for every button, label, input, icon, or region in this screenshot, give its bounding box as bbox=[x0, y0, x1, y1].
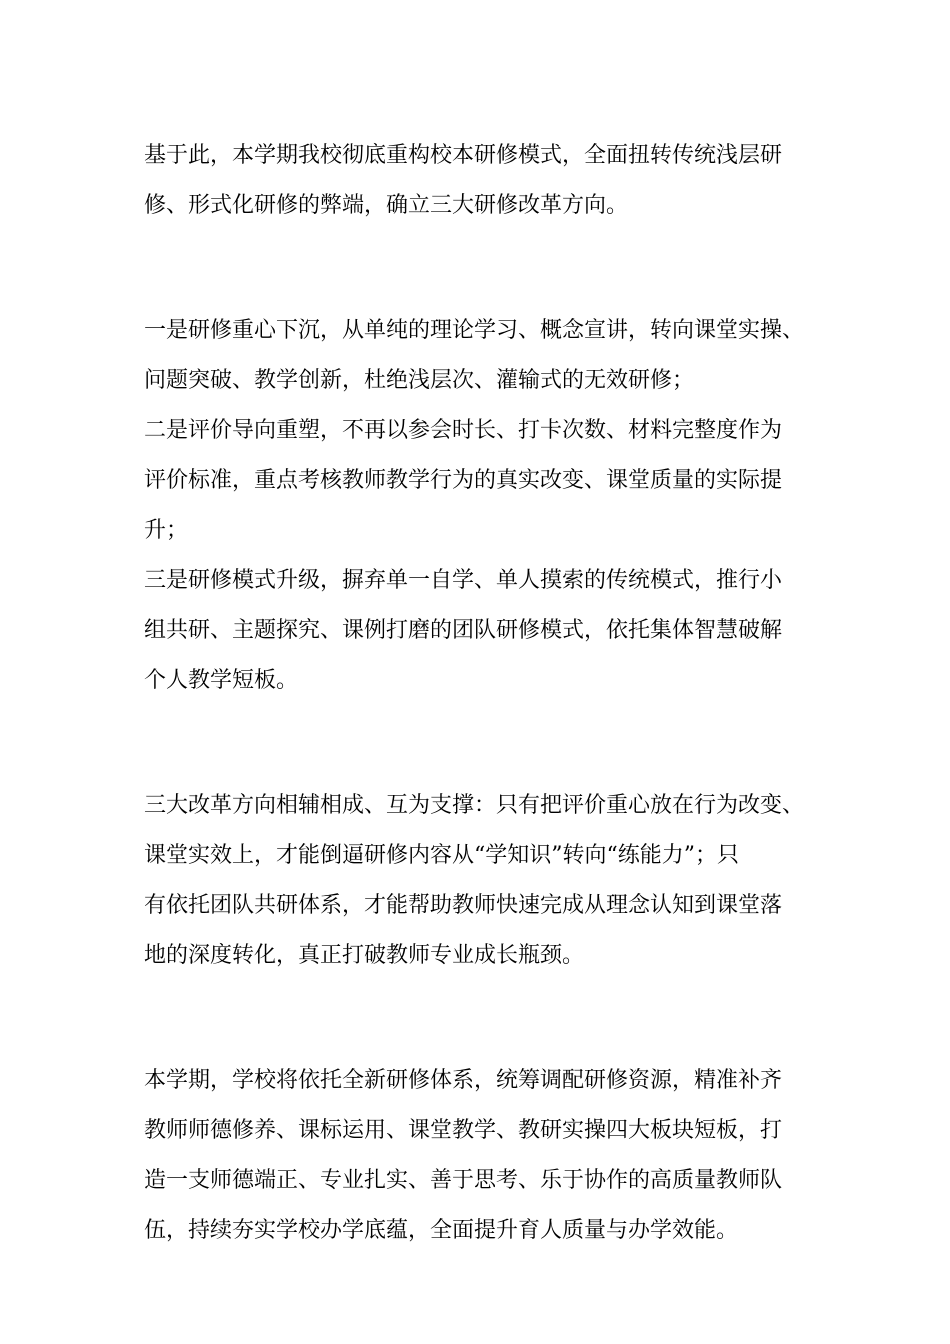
text-line: 伍，持续夯实学校办学底蕴，全面提升育人质量与办学效能。 bbox=[144, 1218, 739, 1243]
text-line: 二是评价导向重塑，不再以参会时长、打卡次数、材料完整度作为 bbox=[144, 418, 783, 443]
paragraph-reform-directions bbox=[144, 306, 834, 706]
text-line: 有依托团队共研体系，才能帮助教师快速完成从理念认知到课堂落 bbox=[144, 893, 783, 918]
text-line: 个人教学短板。 bbox=[144, 668, 299, 693]
text-line: 课堂实效上，才能倒逼研修内容从“学知识”转向“练能力”；只 bbox=[144, 843, 739, 868]
paragraph-semester-goals bbox=[144, 1056, 834, 1256]
paragraph-mutual-support bbox=[144, 781, 834, 981]
paragraph-reform-intro bbox=[144, 131, 834, 231]
text-line: 地的深度转化，真正打破教师专业成长瓶颈。 bbox=[144, 943, 585, 968]
text-line: 三是研修模式升级，摒弃单一自学、单人摸索的传统模式，推行小 bbox=[144, 568, 783, 593]
text-line: 基于此，本学期我校彻底重构校本研修模式，全面扭转传统浅层研 bbox=[144, 143, 783, 168]
text-line: 问题突破、教学创新，杜绝浅层次、灌输式的无效研修； bbox=[144, 368, 695, 393]
paragraph-gap bbox=[144, 706, 834, 781]
text-line: 三大改革方向相辅相成、互为支撑：只有把评价重心放在行为改变、 bbox=[144, 793, 805, 818]
text-line: 教师师德修养、课标运用、课堂教学、教研实操四大板块短板，打 bbox=[144, 1118, 783, 1143]
text-line: 造一支师德端正、专业扎实、善于思考、乐于协作的高质量教师队 bbox=[144, 1168, 783, 1193]
text-line: 组共研、主题探究、课例打磨的团队研修模式，依托集体智慧破解 bbox=[144, 618, 783, 643]
document-body bbox=[144, 131, 834, 1256]
text-line: 评价标准，重点考核教师教学行为的真实改变、课堂质量的实际提 bbox=[144, 468, 783, 493]
text-line: 本学期，学校将依托全新研修体系，统筹调配研修资源，精准补齐 bbox=[144, 1068, 783, 1093]
text-line: 一是研修重心下沉，从单纯的理论学习、概念宣讲，转向课堂实操、 bbox=[144, 318, 805, 343]
paragraph-gap bbox=[144, 981, 834, 1056]
text-line: 修、形式化研修的弊端，确立三大研修改革方向。 bbox=[144, 193, 629, 218]
text-line: 升； bbox=[144, 518, 189, 543]
paragraph-gap bbox=[144, 231, 834, 306]
